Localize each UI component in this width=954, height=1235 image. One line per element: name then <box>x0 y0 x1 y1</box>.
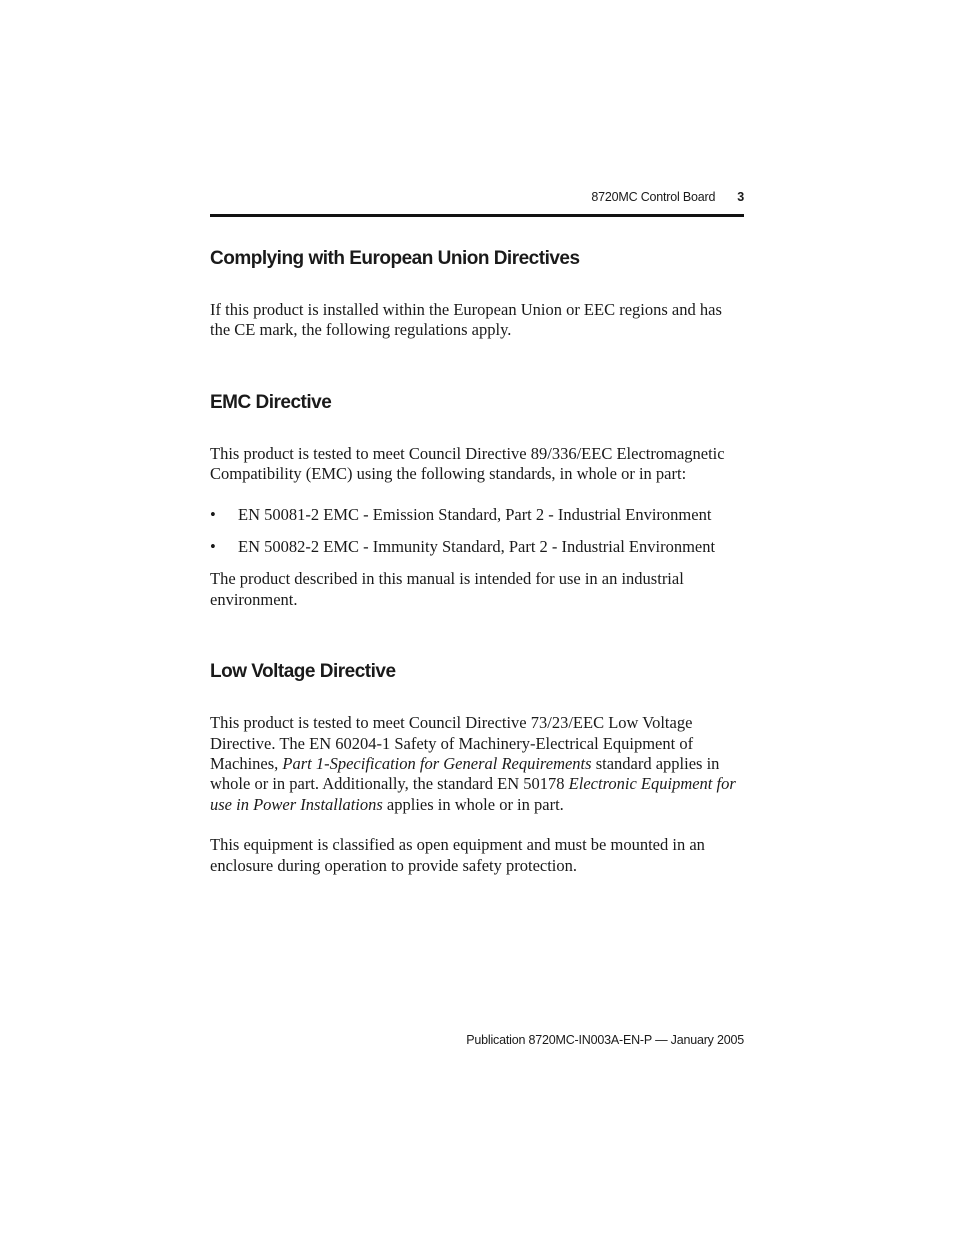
bullet-icon: • <box>210 537 216 557</box>
lvd-text-b: standard applies in whole or in part. Additionally, the standard EN 50178 <box>210 754 720 794</box>
header-rule <box>210 214 744 217</box>
bullet-icon: • <box>210 504 216 524</box>
header-title: 8720MC Control Board <box>591 190 716 204</box>
running-footer: Publication 8720MC-IN003A-EN-P — January 2005 <box>466 1033 744 1047</box>
list-item-text: EN 50081-2 EMC - Emission Standard, Part 2 - Industrial Environment <box>238 504 712 524</box>
lvd-text-a: This product is tested to meet Council Directive 73/23/EEC Low Voltage Directive. The EN 60204-1 Safety of Machinery-Electrical Equipment of Machines, <box>210 713 694 774</box>
page-number: 3 <box>737 190 744 204</box>
emc-standards-list <box>210 505 744 558</box>
lvd-italic-spec-title: Part 1-Specification for General Requirements <box>282 754 592 774</box>
running-header <box>210 190 744 210</box>
list-item <box>210 505 744 525</box>
lvd-text-c: applies in whole or in part. <box>382 794 564 814</box>
eu-directives-paragraph: If this product is installed within the European Union or EEC regions and has the CE mark, the following regulations apply. <box>210 300 722 340</box>
section-title-eu-directives: Complying with European Union Directives <box>210 248 580 269</box>
lvd-italic-standard-title: Electronic Equipment for use in Power Installations <box>210 774 736 814</box>
lvd-paragraph-1 <box>210 713 744 815</box>
emc-intro-paragraph: This product is tested to meet Council Directive 89/336/EEC Electromagnetic Compatibility (EMC) using the following standards, in whole or in part: <box>210 443 725 484</box>
lvd-paragraph-2: This equipment is classified as open equipment and must be mounted in an enclosure during operation to provide safety protection. <box>210 835 705 875</box>
list-item <box>210 537 744 557</box>
list-item-text: EN 50082-2 EMC - Immunity Standard, Part 2 - Industrial Environment <box>238 537 716 557</box>
section-title-low-voltage-directive: Low Voltage Directive <box>210 661 396 683</box>
section-title-emc-directive: EMC Directive <box>210 391 332 413</box>
emc-closing-paragraph: The product described in this manual is intended for use in an industrial environment. <box>210 569 684 609</box>
page-content <box>210 244 744 876</box>
